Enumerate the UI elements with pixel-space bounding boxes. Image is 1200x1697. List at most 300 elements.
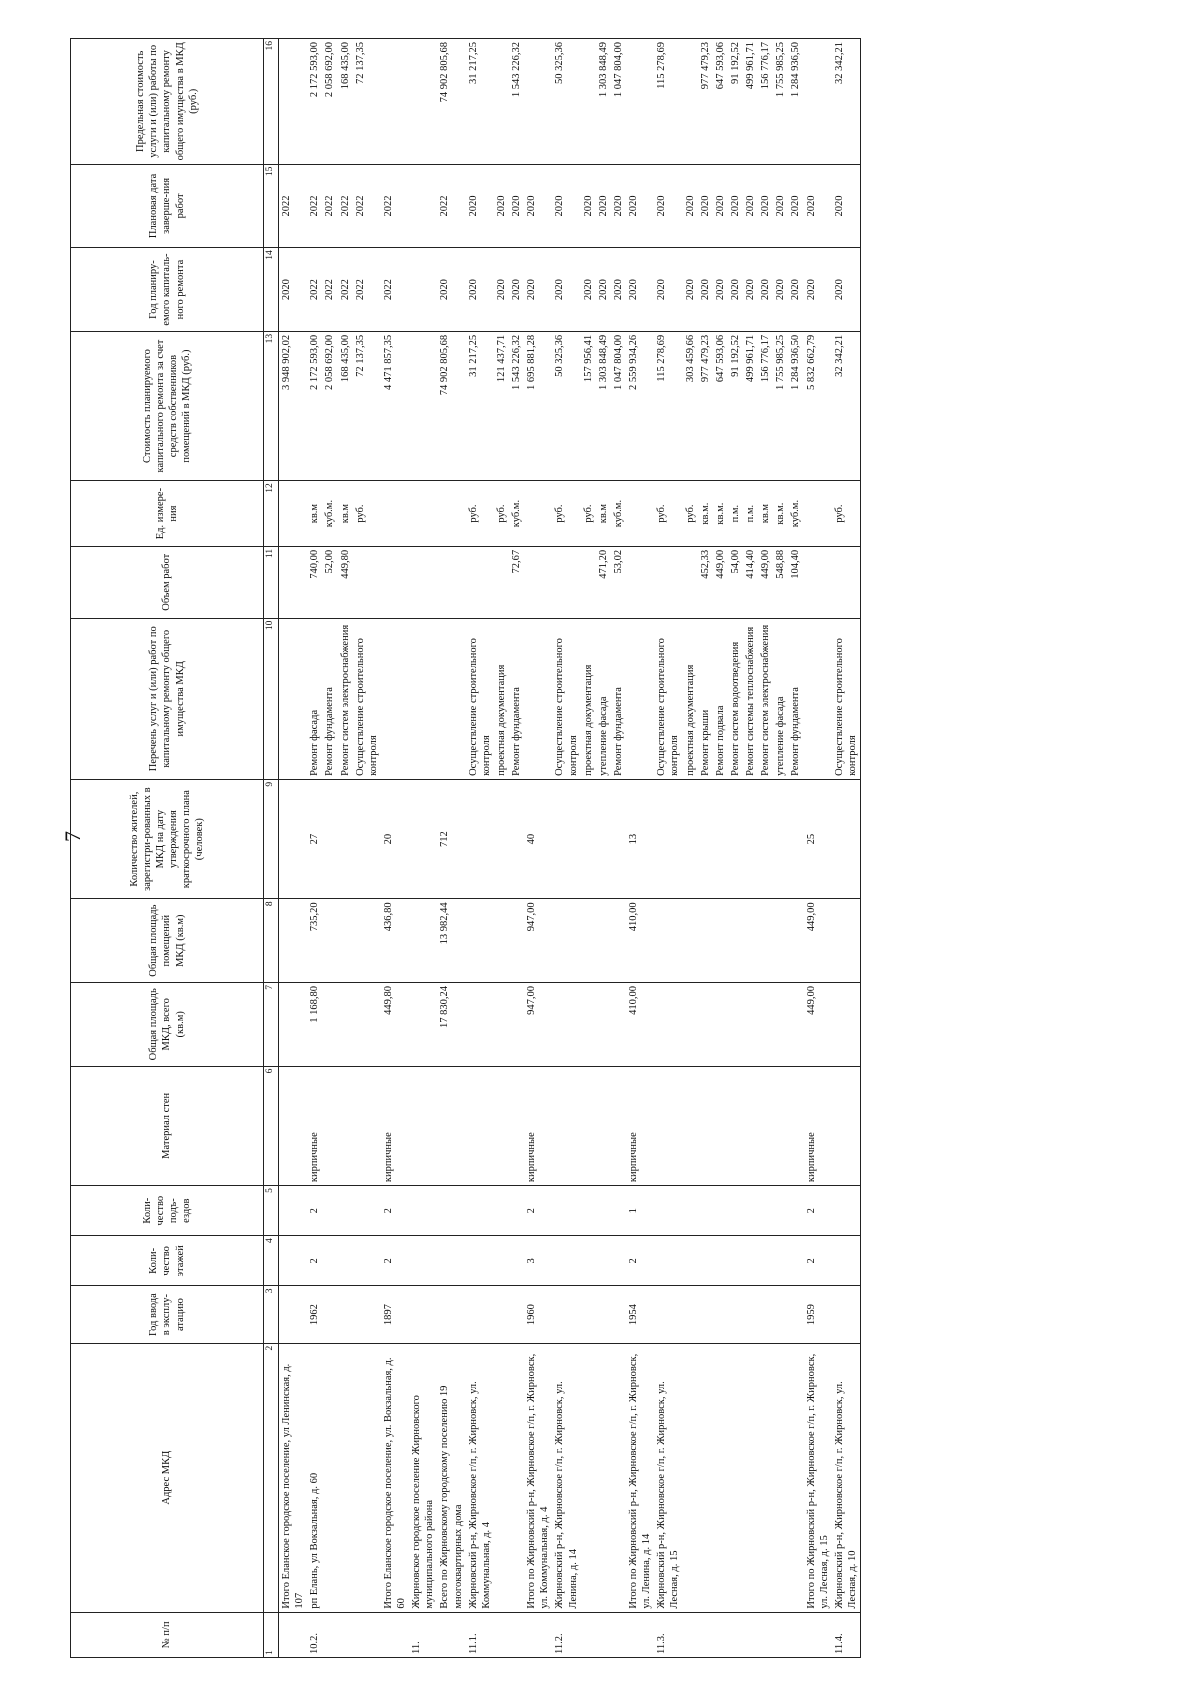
table-cell: п.м. bbox=[743, 481, 758, 547]
table-cell: проектная документация bbox=[683, 618, 698, 779]
table-cell: 20 bbox=[381, 779, 409, 898]
table-cell bbox=[279, 39, 308, 165]
table-cell: кв.м. bbox=[713, 481, 728, 547]
table-cell: 1 303 848,49 bbox=[596, 331, 611, 480]
table-cell bbox=[728, 1186, 743, 1236]
table-cell: 2020 bbox=[581, 164, 596, 248]
table-cell bbox=[758, 899, 773, 983]
table-cell: 2 bbox=[524, 1186, 552, 1236]
table-cell: 2020 bbox=[713, 164, 728, 248]
column-header: Предельная стоимость услуги и (или) работы по капитальному ремонту общего имущества в МКД (руб.) bbox=[71, 39, 264, 165]
table-cell: 740,00 bbox=[307, 546, 322, 618]
table-cell bbox=[494, 1343, 509, 1612]
table-cell bbox=[353, 779, 381, 898]
table-cell: Осуществление строительного контроля bbox=[466, 618, 494, 779]
table-cell: 2020 bbox=[552, 248, 580, 332]
table-cell bbox=[713, 1236, 728, 1286]
table-cell bbox=[409, 164, 437, 248]
table-cell bbox=[581, 1286, 596, 1343]
table-cell: 31 217,25 bbox=[466, 39, 494, 165]
table-cell: п.м. bbox=[728, 481, 743, 547]
column-number: 12 bbox=[264, 481, 279, 547]
table-cell: 2020 bbox=[654, 248, 682, 332]
table-cell bbox=[788, 1343, 803, 1612]
table-cell bbox=[713, 1343, 728, 1612]
table-cell bbox=[654, 779, 682, 898]
table-cell: 2020 bbox=[788, 164, 803, 248]
table-row bbox=[698, 39, 713, 1658]
table-cell: Ремонт системы теплоснабжения bbox=[743, 618, 758, 779]
table-cell: 91 192,52 bbox=[728, 39, 743, 165]
table-cell: руб. bbox=[654, 481, 682, 547]
column-header: Коли-чество этажей bbox=[71, 1236, 264, 1286]
table-cell: Осуществление строительного контроля bbox=[353, 618, 381, 779]
table-cell: 2020 bbox=[832, 164, 861, 248]
table-cell: 72 137,35 bbox=[353, 331, 381, 480]
table-cell bbox=[322, 1066, 337, 1185]
table-cell bbox=[683, 39, 698, 165]
table-cell: руб. bbox=[683, 481, 698, 547]
table-cell: куб.м. bbox=[788, 481, 803, 547]
table-cell bbox=[743, 1186, 758, 1236]
table-cell: 2020 bbox=[552, 164, 580, 248]
table-cell: 2020 bbox=[743, 164, 758, 248]
table-cell bbox=[596, 1186, 611, 1236]
table-cell: 13 bbox=[626, 779, 654, 898]
table-cell bbox=[437, 618, 465, 779]
table-cell bbox=[279, 983, 308, 1067]
table-cell bbox=[683, 1612, 698, 1657]
table-cell bbox=[728, 779, 743, 898]
table-cell: 1 543 226,32 bbox=[509, 331, 524, 480]
table-cell: 5 832 662,79 bbox=[804, 331, 832, 480]
table-cell bbox=[743, 1066, 758, 1185]
table-cell bbox=[698, 1186, 713, 1236]
table-row bbox=[683, 39, 698, 1658]
table-row bbox=[832, 39, 861, 1658]
table-cell bbox=[409, 1066, 437, 1185]
table-cell: 1962 bbox=[307, 1286, 322, 1343]
table-cell bbox=[728, 1343, 743, 1612]
table-cell: 72 137,35 bbox=[353, 39, 381, 165]
table-cell bbox=[832, 1236, 861, 1286]
column-number: 14 bbox=[264, 248, 279, 332]
table-cell: Жирновское городское поселение Жирновского муниципального района bbox=[409, 1343, 437, 1612]
column-header: Объем работ bbox=[71, 546, 264, 618]
table-cell bbox=[466, 1286, 494, 1343]
table-cell: 548,88 bbox=[773, 546, 788, 618]
table-cell: проектная документация bbox=[581, 618, 596, 779]
table-cell bbox=[437, 1612, 465, 1657]
table-cell bbox=[338, 1343, 353, 1612]
table-cell: Жирновский р-н, Жирновское г/п, г. Жирновск, ул. Лесная, д. 15 bbox=[654, 1343, 682, 1612]
table-cell bbox=[683, 546, 698, 618]
table-cell bbox=[654, 1236, 682, 1286]
table-cell bbox=[611, 1343, 626, 1612]
table-cell: 647 593,06 bbox=[713, 39, 728, 165]
column-header: Коли-чество подъ-ездов bbox=[71, 1186, 264, 1236]
table-row bbox=[524, 39, 552, 1658]
table-cell bbox=[353, 1612, 381, 1657]
table-cell bbox=[279, 779, 308, 898]
table-cell: 2020 bbox=[728, 248, 743, 332]
table-cell: 31 217,25 bbox=[466, 331, 494, 480]
table-cell: 2022 bbox=[338, 248, 353, 332]
table-cell bbox=[683, 1066, 698, 1185]
table-cell: 2020 bbox=[626, 164, 654, 248]
table-row bbox=[654, 39, 682, 1658]
table-cell bbox=[626, 1612, 654, 1657]
table-cell bbox=[581, 1236, 596, 1286]
table-cell: 17 830,24 bbox=[437, 983, 465, 1067]
table-cell bbox=[466, 899, 494, 983]
table-cell bbox=[773, 1186, 788, 1236]
table-row bbox=[596, 39, 611, 1658]
table-cell: 2020 bbox=[581, 248, 596, 332]
table-cell: 3 948 902,02 bbox=[279, 331, 308, 480]
table-cell bbox=[509, 1343, 524, 1612]
table-cell: 10.2. bbox=[307, 1612, 322, 1657]
column-number: 1 bbox=[264, 1612, 279, 1657]
table-cell bbox=[279, 618, 308, 779]
table-cell: 2020 bbox=[611, 248, 626, 332]
table-cell bbox=[683, 1186, 698, 1236]
table-cell bbox=[758, 1236, 773, 1286]
table-cell: проектная документация bbox=[494, 618, 509, 779]
table-cell bbox=[581, 983, 596, 1067]
table-cell bbox=[683, 983, 698, 1067]
table-cell: 1 284 936,50 bbox=[788, 331, 803, 480]
table-cell bbox=[409, 481, 437, 547]
table-cell bbox=[611, 1286, 626, 1343]
table-cell: кв.м. bbox=[773, 481, 788, 547]
table-cell bbox=[698, 779, 713, 898]
table-cell bbox=[437, 1186, 465, 1236]
table-cell: кв.м bbox=[338, 481, 353, 547]
table-cell bbox=[509, 779, 524, 898]
table-cell bbox=[322, 983, 337, 1067]
table-cell: 947,00 bbox=[524, 983, 552, 1067]
table-cell bbox=[654, 1066, 682, 1185]
table-cell: 2 172 593,00 bbox=[307, 331, 322, 480]
table-cell: 2020 bbox=[758, 248, 773, 332]
table-cell: 2020 bbox=[466, 248, 494, 332]
table-cell bbox=[409, 899, 437, 983]
table-cell bbox=[832, 983, 861, 1067]
table-cell: рп Елань, ул Вокзальная, д. 60 bbox=[307, 1343, 322, 1612]
table-cell: Жирновский р-н, Жирновское г/п, г. Жирновск, ул. Ленина, д. 14 bbox=[552, 1343, 580, 1612]
table-cell: 13 982,44 bbox=[437, 899, 465, 983]
table-cell: 2022 bbox=[437, 164, 465, 248]
table-cell bbox=[353, 899, 381, 983]
table-cell bbox=[654, 1286, 682, 1343]
table-cell bbox=[611, 1236, 626, 1286]
table-cell bbox=[509, 983, 524, 1067]
table-cell: 2020 bbox=[788, 248, 803, 332]
table-cell bbox=[581, 39, 596, 165]
column-number: 6 bbox=[264, 1066, 279, 1185]
table-cell bbox=[466, 779, 494, 898]
table-cell: руб. bbox=[494, 481, 509, 547]
table-cell: 2020 bbox=[804, 164, 832, 248]
table-cell: 2020 bbox=[466, 164, 494, 248]
table-cell: 2 bbox=[307, 1186, 322, 1236]
table-cell: 712 bbox=[437, 779, 465, 898]
table-cell bbox=[698, 1343, 713, 1612]
table-cell bbox=[654, 899, 682, 983]
table-cell: 2022 bbox=[353, 164, 381, 248]
table-cell bbox=[804, 39, 832, 165]
table-cell bbox=[494, 1286, 509, 1343]
table-cell: 1 047 804,00 bbox=[611, 39, 626, 165]
table-cell bbox=[773, 1286, 788, 1343]
table-cell: Осуществление строительного контроля bbox=[552, 618, 580, 779]
table-cell: 2020 bbox=[683, 164, 698, 248]
table-cell bbox=[552, 1066, 580, 1185]
table-cell bbox=[626, 481, 654, 547]
table-cell: 115 278,69 bbox=[654, 331, 682, 480]
table-cell bbox=[552, 899, 580, 983]
table-cell: 121 437,71 bbox=[494, 331, 509, 480]
table-cell bbox=[683, 1236, 698, 1286]
table-cell: 25 bbox=[804, 779, 832, 898]
table-cell: Осуществление строительного контроля bbox=[832, 618, 861, 779]
table-cell bbox=[743, 1612, 758, 1657]
table-cell bbox=[832, 1186, 861, 1236]
table-cell bbox=[581, 1343, 596, 1612]
table-cell bbox=[338, 1236, 353, 1286]
table-cell: 410,00 bbox=[626, 983, 654, 1067]
table-cell bbox=[804, 618, 832, 779]
table-cell bbox=[788, 899, 803, 983]
table-cell: 3 bbox=[524, 1236, 552, 1286]
table-cell bbox=[279, 546, 308, 618]
table-cell bbox=[758, 779, 773, 898]
table-cell: Ремонт систем электроснабжения bbox=[758, 618, 773, 779]
table-cell bbox=[773, 1343, 788, 1612]
table-cell bbox=[713, 1066, 728, 1185]
table-cell: руб. bbox=[581, 481, 596, 547]
table-cell bbox=[728, 1236, 743, 1286]
page-number: 7 bbox=[60, 831, 85, 842]
table-cell: 91 192,52 bbox=[728, 331, 743, 480]
table-cell: 436,80 bbox=[381, 899, 409, 983]
table-cell bbox=[713, 1186, 728, 1236]
table-row bbox=[552, 39, 580, 1658]
table-cell bbox=[758, 983, 773, 1067]
table-cell: 2022 bbox=[322, 248, 337, 332]
table-cell bbox=[466, 1236, 494, 1286]
table-cell bbox=[611, 1186, 626, 1236]
table-row bbox=[307, 39, 322, 1658]
table-cell bbox=[611, 1612, 626, 1657]
table-cell bbox=[437, 546, 465, 618]
table-cell: 72,67 bbox=[509, 546, 524, 618]
table-cell bbox=[509, 1186, 524, 1236]
table-cell bbox=[758, 1612, 773, 1657]
table-cell: кв.м bbox=[758, 481, 773, 547]
table-cell bbox=[552, 983, 580, 1067]
table-cell bbox=[683, 1343, 698, 1612]
table-cell: 449,80 bbox=[381, 983, 409, 1067]
table-row bbox=[494, 39, 509, 1658]
table-cell: 11. bbox=[409, 1612, 437, 1657]
table-row bbox=[279, 39, 308, 1658]
table-cell: 2022 bbox=[338, 164, 353, 248]
table-cell bbox=[788, 779, 803, 898]
table-cell: 2 058 692,00 bbox=[322, 331, 337, 480]
table-cell bbox=[804, 481, 832, 547]
table-row bbox=[581, 39, 596, 1658]
table-cell bbox=[611, 1066, 626, 1185]
table-cell bbox=[353, 1343, 381, 1612]
column-header: Общая площадь помещений МКД (кв.м) bbox=[71, 899, 264, 983]
table-cell: 1 755 985,25 bbox=[773, 331, 788, 480]
table-cell: кв.м bbox=[596, 481, 611, 547]
table-cell: 2020 bbox=[713, 248, 728, 332]
table-cell: 2 bbox=[307, 1236, 322, 1286]
table-cell bbox=[552, 1286, 580, 1343]
table-cell: 1 bbox=[626, 1186, 654, 1236]
table-row bbox=[743, 39, 758, 1658]
table-cell: 2 bbox=[381, 1186, 409, 1236]
rotated-sheet bbox=[70, 38, 1120, 1658]
table-cell: 449,80 bbox=[338, 546, 353, 618]
table-cell: Всего по Жирновскому городскому поселению 19 многоквартирных дома bbox=[437, 1343, 465, 1612]
table-cell bbox=[466, 546, 494, 618]
table-cell bbox=[338, 779, 353, 898]
table-cell: руб. bbox=[832, 481, 861, 547]
table-cell: Жирновский р-н, Жирновское г/п, г. Жирновск, ул. Лесная, д. 10 bbox=[832, 1343, 861, 1612]
table-cell bbox=[611, 983, 626, 1067]
table-cell: 2020 bbox=[654, 164, 682, 248]
table-cell: 2020 bbox=[758, 164, 773, 248]
table-cell bbox=[743, 1236, 758, 1286]
column-number: 5 bbox=[264, 1186, 279, 1236]
table-cell bbox=[552, 1236, 580, 1286]
table-cell: 449,00 bbox=[713, 546, 728, 618]
column-number: 9 bbox=[264, 779, 279, 898]
table-cell bbox=[581, 1612, 596, 1657]
table-cell bbox=[338, 899, 353, 983]
table-cell bbox=[409, 983, 437, 1067]
table-cell bbox=[381, 1612, 409, 1657]
table-cell bbox=[596, 779, 611, 898]
table-cell bbox=[773, 983, 788, 1067]
table-cell bbox=[409, 248, 437, 332]
table-cell bbox=[728, 1612, 743, 1657]
table-cell: 947,00 bbox=[524, 899, 552, 983]
table-cell bbox=[626, 39, 654, 165]
table-cell bbox=[381, 481, 409, 547]
table-cell: 2020 bbox=[728, 164, 743, 248]
table-cell bbox=[832, 1066, 861, 1185]
table-cell bbox=[466, 983, 494, 1067]
table-cell bbox=[509, 1286, 524, 1343]
table-cell: руб. bbox=[552, 481, 580, 547]
table-cell: кирпичные bbox=[804, 1066, 832, 1185]
table-cell bbox=[353, 983, 381, 1067]
table-cell bbox=[743, 899, 758, 983]
table-cell: 2020 bbox=[743, 248, 758, 332]
table-cell bbox=[381, 546, 409, 618]
column-header: Год ввода в эксплу-атацию bbox=[71, 1286, 264, 1343]
table-cell: 50 325,36 bbox=[552, 331, 580, 480]
table-cell bbox=[437, 1066, 465, 1185]
table-cell: 50 325,36 bbox=[552, 39, 580, 165]
table-cell bbox=[713, 1612, 728, 1657]
column-header: Материал стен bbox=[71, 1066, 264, 1185]
table-cell bbox=[509, 1066, 524, 1185]
table-cell: 53,02 bbox=[611, 546, 626, 618]
table-cell bbox=[381, 618, 409, 779]
table-cell bbox=[494, 899, 509, 983]
table-cell: 2 bbox=[626, 1236, 654, 1286]
column-number: 10 bbox=[264, 618, 279, 779]
table-cell: 2 bbox=[381, 1236, 409, 1286]
table-cell: 2020 bbox=[524, 248, 552, 332]
column-header: Год планиру-емого капиталь-ного ремонта bbox=[71, 248, 264, 332]
table-cell bbox=[581, 1066, 596, 1185]
table-cell bbox=[437, 1286, 465, 1343]
table-cell bbox=[832, 899, 861, 983]
table-cell bbox=[353, 546, 381, 618]
table-cell: 2020 bbox=[509, 164, 524, 248]
table-cell bbox=[581, 546, 596, 618]
table-cell bbox=[437, 1236, 465, 1286]
table-cell: руб. bbox=[353, 481, 381, 547]
table-cell bbox=[611, 779, 626, 898]
table-cell bbox=[353, 1186, 381, 1236]
table-header bbox=[71, 39, 279, 1658]
table-cell bbox=[552, 779, 580, 898]
table-cell: 2020 bbox=[611, 164, 626, 248]
table-cell bbox=[494, 39, 509, 165]
table-cell: куб.м. bbox=[322, 481, 337, 547]
table-cell: 32 342,21 bbox=[832, 39, 861, 165]
table-cell: 452,33 bbox=[698, 546, 713, 618]
table-cell: 449,00 bbox=[758, 546, 773, 618]
table-cell bbox=[279, 1236, 308, 1286]
table-cell bbox=[758, 1286, 773, 1343]
table-cell: 977 479,23 bbox=[698, 39, 713, 165]
column-header: № п/п bbox=[71, 1612, 264, 1657]
table-cell bbox=[322, 779, 337, 898]
table-cell: 27 bbox=[307, 779, 322, 898]
table-cell: 2020 bbox=[804, 248, 832, 332]
table-cell: Ремонт систем электроснабжения bbox=[338, 618, 353, 779]
table-cell: 52,00 bbox=[322, 546, 337, 618]
table-cell bbox=[698, 899, 713, 983]
table-cell bbox=[626, 546, 654, 618]
table-cell bbox=[596, 1066, 611, 1185]
table-cell bbox=[524, 1612, 552, 1657]
table-cell bbox=[524, 546, 552, 618]
table-cell bbox=[279, 1186, 308, 1236]
table-cell: 2020 bbox=[437, 248, 465, 332]
table-cell: 11.1. bbox=[466, 1612, 494, 1657]
table-cell bbox=[353, 1236, 381, 1286]
table-cell bbox=[728, 1286, 743, 1343]
table-row bbox=[626, 39, 654, 1658]
table-cell: 54,00 bbox=[728, 546, 743, 618]
table-cell: 2020 bbox=[279, 248, 308, 332]
table-cell: кирпичные bbox=[381, 1066, 409, 1185]
table-cell: Итого по Жирновский р-н, Жирновское г/п, г. Жирновск, ул. Ленина, д. 14 bbox=[626, 1343, 654, 1612]
table-row bbox=[322, 39, 337, 1658]
table-cell bbox=[381, 39, 409, 165]
table-cell bbox=[683, 779, 698, 898]
